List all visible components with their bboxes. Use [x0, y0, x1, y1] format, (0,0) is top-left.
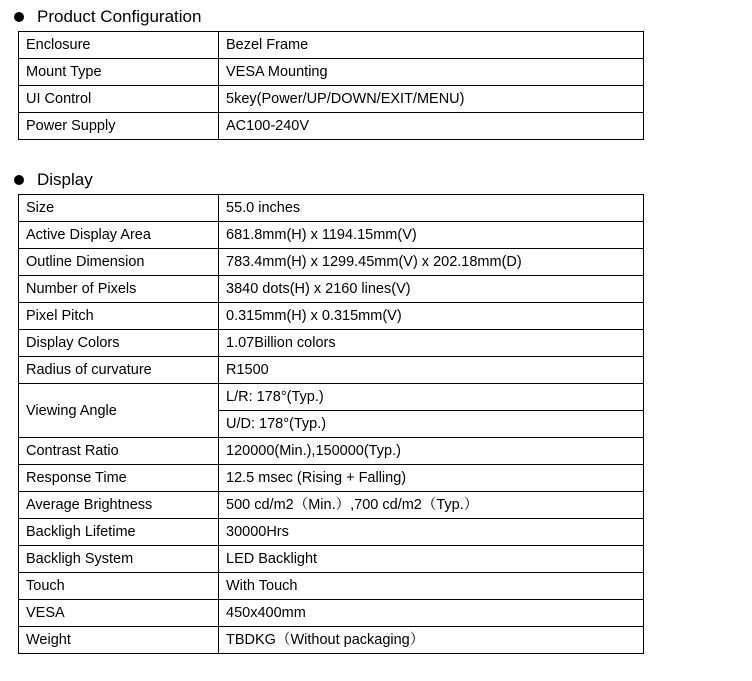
table-row: [19, 86, 644, 113]
spec-label: VESA: [19, 600, 219, 627]
spec-label: Radius of curvature: [19, 357, 219, 384]
spec-label: Backligh Lifetime: [19, 519, 219, 546]
product-configuration-heading: [14, 6, 201, 28]
table-row: [19, 357, 644, 384]
spec-value: 0.315mm(H) x 0.315mm(V): [219, 303, 644, 330]
spec-label: Pixel Pitch: [19, 303, 219, 330]
display-table: [18, 194, 644, 654]
table-row: [19, 222, 644, 249]
display-heading: [14, 169, 93, 191]
spec-label: UI Control: [19, 86, 219, 113]
spec-label: Contrast Ratio: [19, 438, 219, 465]
table-row: [19, 32, 644, 59]
table-row: [19, 438, 644, 465]
spec-label: Power Supply: [19, 113, 219, 140]
table-row: [19, 330, 644, 357]
spec-value: 55.0 inches: [219, 195, 644, 222]
table-row: [19, 465, 644, 492]
spec-value: 681.8mm(H) x 1194.15mm(V): [219, 222, 644, 249]
table-row: [19, 600, 644, 627]
spec-value: Bezel Frame: [219, 32, 644, 59]
spec-label: Active Display Area: [19, 222, 219, 249]
table-row: [19, 384, 644, 411]
spec-label: Display Colors: [19, 330, 219, 357]
table-row: [19, 276, 644, 303]
table-row: [19, 249, 644, 276]
spec-label: Touch: [19, 573, 219, 600]
spec-label: Mount Type: [19, 59, 219, 86]
spec-value: 1.07Billion colors: [219, 330, 644, 357]
table-row: [19, 59, 644, 86]
table-row: [19, 627, 644, 654]
bullet-icon: [14, 12, 24, 22]
spec-value: 5key(Power/UP/DOWN/EXIT/MENU): [219, 86, 644, 113]
spec-value: 450x400mm: [219, 600, 644, 627]
spec-value: 30000Hrs: [219, 519, 644, 546]
spec-label: Average Brightness: [19, 492, 219, 519]
spec-value: 120000(Min.),150000(Typ.): [219, 438, 644, 465]
spec-label: Response Time: [19, 465, 219, 492]
spec-value: TBDKG（Without packaging）: [219, 627, 644, 654]
product-configuration-table: [18, 31, 644, 140]
spec-value: VESA Mounting: [219, 59, 644, 86]
spec-value: 3840 dots(H) x 2160 lines(V): [219, 276, 644, 303]
spec-label: Weight: [19, 627, 219, 654]
spec-value: AC100-240V: [219, 113, 644, 140]
spec-label-viewing-angle: Viewing Angle: [19, 384, 219, 438]
spec-value: 783.4mm(H) x 1299.45mm(V) x 202.18mm(D): [219, 249, 644, 276]
spec-label: Backligh System: [19, 546, 219, 573]
bullet-icon: [14, 175, 24, 185]
table-row: [19, 573, 644, 600]
table-row: [19, 195, 644, 222]
spec-value: R1500: [219, 357, 644, 384]
table-row: [19, 492, 644, 519]
table-row: [19, 546, 644, 573]
product-configuration-title: Product Configuration: [37, 7, 202, 26]
spec-label: Size: [19, 195, 219, 222]
spec-value: With Touch: [219, 573, 644, 600]
spec-value: LED Backlight: [219, 546, 644, 573]
spec-value: 12.5 msec (Rising + Falling): [219, 465, 644, 492]
spec-label: Enclosure: [19, 32, 219, 59]
table-row: [19, 519, 644, 546]
table-row: [19, 113, 644, 140]
display-title: Display: [37, 170, 93, 189]
spec-value-viewing-angle-lr: L/R: 178°(Typ.): [219, 384, 644, 411]
table-row: [19, 303, 644, 330]
spec-value: 500 cd/m2（Min.）,700 cd/m2（Typ.）: [219, 492, 644, 519]
spec-label: Outline Dimension: [19, 249, 219, 276]
spec-value-viewing-angle-ud: U/D: 178°(Typ.): [219, 411, 644, 438]
spec-label: Number of Pixels: [19, 276, 219, 303]
